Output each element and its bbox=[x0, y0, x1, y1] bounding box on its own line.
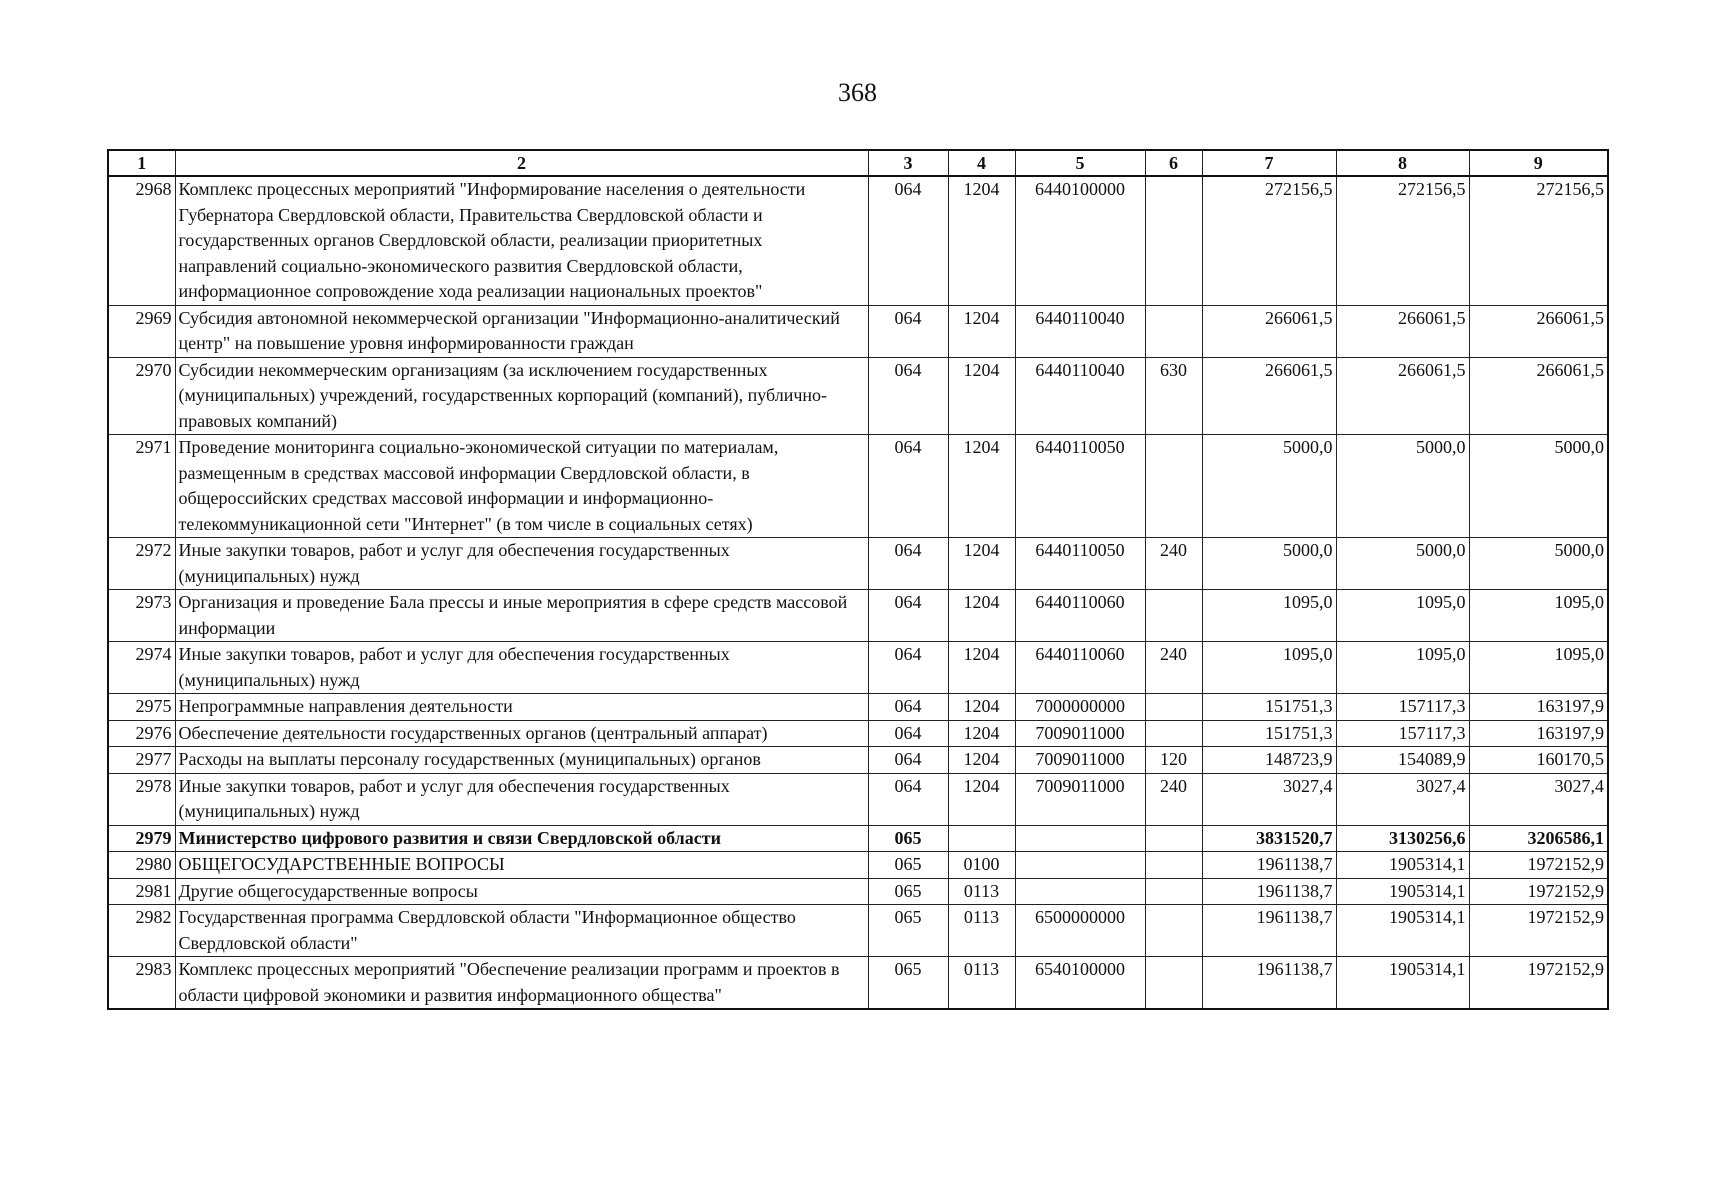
header-row bbox=[108, 150, 1608, 176]
col9-amount: 3027,4 bbox=[1469, 773, 1608, 825]
col9-amount: 1972152,9 bbox=[1469, 905, 1608, 957]
col7-amount: 1961138,7 bbox=[1202, 957, 1336, 1010]
col6-code: 240 bbox=[1145, 773, 1202, 825]
col4-code: 1204 bbox=[948, 694, 1015, 721]
col4-code: 0113 bbox=[948, 878, 1015, 905]
col5-code: 6440110050 bbox=[1015, 435, 1145, 538]
row-name: Комплекс процессных мероприятий "Информирование населения о деятельности Губернатора Свердловской области, Правительства Свердловской области и государственных органов Свердловской области, реализации приоритетных направлений социально-экономического развития Свердловской области, информационное сопровождение хода реализации национальных проектов" bbox=[175, 176, 868, 305]
col7-amount: 1095,0 bbox=[1202, 590, 1336, 642]
col9-amount: 163197,9 bbox=[1469, 694, 1608, 721]
row-name: Проведение мониторинга социально-экономической ситуации по материалам, размещенным в средствах массовой информации Свердловской области, в общероссийских средствах массовой информации и информационно-телекоммуникационной сети "Интернет" (в том числе в социальных сетях) bbox=[175, 435, 868, 538]
col4-code: 1204 bbox=[948, 176, 1015, 305]
col7-amount: 151751,3 bbox=[1202, 720, 1336, 747]
col7-amount: 266061,5 bbox=[1202, 305, 1336, 357]
col7-amount: 1961138,7 bbox=[1202, 905, 1336, 957]
col8-amount: 3027,4 bbox=[1336, 773, 1469, 825]
col3-code: 064 bbox=[868, 357, 948, 435]
row-number: 2983 bbox=[108, 957, 175, 1010]
col7-amount: 272156,5 bbox=[1202, 176, 1336, 305]
table-row bbox=[108, 590, 1608, 642]
row-name: Непрограммные направления деятельности bbox=[175, 694, 868, 721]
row-name: Расходы на выплаты персоналу государственных (муниципальных) органов bbox=[175, 747, 868, 774]
row-number: 2974 bbox=[108, 642, 175, 694]
col3-code: 064 bbox=[868, 773, 948, 825]
row-number: 2970 bbox=[108, 357, 175, 435]
col7-amount: 266061,5 bbox=[1202, 357, 1336, 435]
table-row bbox=[108, 642, 1608, 694]
col7-amount: 5000,0 bbox=[1202, 435, 1336, 538]
col8-amount: 1905314,1 bbox=[1336, 852, 1469, 879]
col8-amount: 266061,5 bbox=[1336, 305, 1469, 357]
col4-code: 0100 bbox=[948, 852, 1015, 879]
col8-amount: 266061,5 bbox=[1336, 357, 1469, 435]
row-number: 2979 bbox=[108, 825, 175, 852]
row-number: 2972 bbox=[108, 538, 175, 590]
col4-code: 1204 bbox=[948, 642, 1015, 694]
col5-code: 6440110040 bbox=[1015, 357, 1145, 435]
col3-code: 064 bbox=[868, 590, 948, 642]
row-name: Иные закупки товаров, работ и услуг для обеспечения государственных (муниципальных) нужд bbox=[175, 642, 868, 694]
row-number: 2981 bbox=[108, 878, 175, 905]
col4-code: 1204 bbox=[948, 720, 1015, 747]
table-body bbox=[108, 176, 1608, 1009]
row-name: Обеспечение деятельности государственных органов (центральный аппарат) bbox=[175, 720, 868, 747]
col4-code: 0113 bbox=[948, 957, 1015, 1010]
col9-amount: 1972152,9 bbox=[1469, 878, 1608, 905]
row-number: 2976 bbox=[108, 720, 175, 747]
row-number: 2968 bbox=[108, 176, 175, 305]
col5-code: 6440100000 bbox=[1015, 176, 1145, 305]
column-header: 5 bbox=[1015, 150, 1145, 176]
table-row bbox=[108, 538, 1608, 590]
col6-code: 240 bbox=[1145, 538, 1202, 590]
col9-amount: 5000,0 bbox=[1469, 435, 1608, 538]
col6-code bbox=[1145, 176, 1202, 305]
row-name: Организация и проведение Бала прессы и иные мероприятия в сфере средств массовой информации bbox=[175, 590, 868, 642]
column-header: 6 bbox=[1145, 150, 1202, 176]
col4-code: 1204 bbox=[948, 538, 1015, 590]
row-name: Иные закупки товаров, работ и услуг для обеспечения государственных (муниципальных) нужд bbox=[175, 538, 868, 590]
col6-code bbox=[1145, 852, 1202, 879]
col6-code bbox=[1145, 878, 1202, 905]
budget-table bbox=[107, 149, 1609, 1010]
col5-code: 6440110060 bbox=[1015, 590, 1145, 642]
column-header: 9 bbox=[1469, 150, 1608, 176]
col8-amount: 1905314,1 bbox=[1336, 957, 1469, 1010]
col8-amount: 5000,0 bbox=[1336, 538, 1469, 590]
row-number: 2973 bbox=[108, 590, 175, 642]
table-row bbox=[108, 720, 1608, 747]
col5-code: 6540100000 bbox=[1015, 957, 1145, 1010]
col3-code: 064 bbox=[868, 642, 948, 694]
col6-code bbox=[1145, 825, 1202, 852]
col3-code: 064 bbox=[868, 435, 948, 538]
column-header: 4 bbox=[948, 150, 1015, 176]
col5-code: 7009011000 bbox=[1015, 720, 1145, 747]
column-header: 7 bbox=[1202, 150, 1336, 176]
col8-amount: 5000,0 bbox=[1336, 435, 1469, 538]
column-header: 2 bbox=[175, 150, 868, 176]
row-number: 2975 bbox=[108, 694, 175, 721]
col3-code: 065 bbox=[868, 957, 948, 1010]
col9-amount: 1095,0 bbox=[1469, 642, 1608, 694]
table-row bbox=[108, 435, 1608, 538]
col9-amount: 3206586,1 bbox=[1469, 825, 1608, 852]
table-row bbox=[108, 825, 1608, 852]
row-name: Субсидии некоммерческим организациям (за исключением государственных (муниципальных) учреждений, государственных корпораций (компаний), публично-правовых компаний) bbox=[175, 357, 868, 435]
table-row bbox=[108, 852, 1608, 879]
col5-code bbox=[1015, 825, 1145, 852]
col4-code: 1204 bbox=[948, 435, 1015, 538]
col6-code bbox=[1145, 905, 1202, 957]
table-row bbox=[108, 305, 1608, 357]
col5-code bbox=[1015, 852, 1145, 879]
col5-code: 7009011000 bbox=[1015, 747, 1145, 774]
col3-code: 064 bbox=[868, 538, 948, 590]
col6-code bbox=[1145, 590, 1202, 642]
col9-amount: 1972152,9 bbox=[1469, 957, 1608, 1010]
col6-code: 120 bbox=[1145, 747, 1202, 774]
row-number: 2982 bbox=[108, 905, 175, 957]
col7-amount: 151751,3 bbox=[1202, 694, 1336, 721]
col8-amount: 3130256,6 bbox=[1336, 825, 1469, 852]
col6-code bbox=[1145, 720, 1202, 747]
row-name: Министерство цифрового развития и связи Свердловской области bbox=[175, 825, 868, 852]
col4-code: 0113 bbox=[948, 905, 1015, 957]
col7-amount: 5000,0 bbox=[1202, 538, 1336, 590]
table-row bbox=[108, 694, 1608, 721]
col7-amount: 1961138,7 bbox=[1202, 878, 1336, 905]
col4-code: 1204 bbox=[948, 773, 1015, 825]
col9-amount: 5000,0 bbox=[1469, 538, 1608, 590]
col4-code: 1204 bbox=[948, 747, 1015, 774]
table-row bbox=[108, 747, 1608, 774]
col3-code: 064 bbox=[868, 305, 948, 357]
table-row bbox=[108, 357, 1608, 435]
row-number: 2971 bbox=[108, 435, 175, 538]
col5-code: 6440110050 bbox=[1015, 538, 1145, 590]
col7-amount: 3831520,7 bbox=[1202, 825, 1336, 852]
col8-amount: 1905314,1 bbox=[1336, 905, 1469, 957]
col5-code: 6440110060 bbox=[1015, 642, 1145, 694]
table-row bbox=[108, 957, 1608, 1010]
col9-amount: 160170,5 bbox=[1469, 747, 1608, 774]
col4-code bbox=[948, 825, 1015, 852]
col7-amount: 3027,4 bbox=[1202, 773, 1336, 825]
row-number: 2977 bbox=[108, 747, 175, 774]
col8-amount: 1095,0 bbox=[1336, 590, 1469, 642]
table-row bbox=[108, 878, 1608, 905]
row-name: Комплекс процессных мероприятий "Обеспечение реализации программ и проектов в области цифровой экономики и развития информационного общества" bbox=[175, 957, 868, 1010]
col8-amount: 272156,5 bbox=[1336, 176, 1469, 305]
col9-amount: 163197,9 bbox=[1469, 720, 1608, 747]
col8-amount: 157117,3 bbox=[1336, 694, 1469, 721]
col9-amount: 272156,5 bbox=[1469, 176, 1608, 305]
col8-amount: 1095,0 bbox=[1336, 642, 1469, 694]
row-number: 2980 bbox=[108, 852, 175, 879]
col9-amount: 1972152,9 bbox=[1469, 852, 1608, 879]
page-number: 368 bbox=[838, 78, 877, 107]
col6-code bbox=[1145, 305, 1202, 357]
col3-code: 064 bbox=[868, 747, 948, 774]
col3-code: 064 bbox=[868, 694, 948, 721]
row-name: Субсидия автономной некоммерческой организации "Информационно-аналитический центр" на повышение уровня информированности граждан bbox=[175, 305, 868, 357]
col6-code: 630 bbox=[1145, 357, 1202, 435]
col8-amount: 154089,9 bbox=[1336, 747, 1469, 774]
table-row bbox=[108, 176, 1608, 305]
col4-code: 1204 bbox=[948, 590, 1015, 642]
col5-code: 6500000000 bbox=[1015, 905, 1145, 957]
table-row bbox=[108, 905, 1608, 957]
col8-amount: 1905314,1 bbox=[1336, 878, 1469, 905]
row-name: Другие общегосударственные вопросы bbox=[175, 878, 868, 905]
column-header: 8 bbox=[1336, 150, 1469, 176]
col7-amount: 1961138,7 bbox=[1202, 852, 1336, 879]
col6-code bbox=[1145, 435, 1202, 538]
col6-code bbox=[1145, 957, 1202, 1010]
col5-code: 7009011000 bbox=[1015, 773, 1145, 825]
col4-code: 1204 bbox=[948, 357, 1015, 435]
row-name: ОБЩЕГОСУДАРСТВЕННЫЕ ВОПРОСЫ bbox=[175, 852, 868, 879]
col4-code: 1204 bbox=[948, 305, 1015, 357]
col5-code bbox=[1015, 878, 1145, 905]
col7-amount: 148723,9 bbox=[1202, 747, 1336, 774]
col3-code: 065 bbox=[868, 878, 948, 905]
table-row bbox=[108, 773, 1608, 825]
col6-code: 240 bbox=[1145, 642, 1202, 694]
column-header: 3 bbox=[868, 150, 948, 176]
col3-code: 064 bbox=[868, 176, 948, 305]
col3-code: 064 bbox=[868, 720, 948, 747]
col3-code: 065 bbox=[868, 905, 948, 957]
col8-amount: 157117,3 bbox=[1336, 720, 1469, 747]
col5-code: 6440110040 bbox=[1015, 305, 1145, 357]
col9-amount: 1095,0 bbox=[1469, 590, 1608, 642]
row-name: Государственная программа Свердловской области "Информационное общество Свердловской области" bbox=[175, 905, 868, 957]
row-number: 2969 bbox=[108, 305, 175, 357]
col9-amount: 266061,5 bbox=[1469, 357, 1608, 435]
col7-amount: 1095,0 bbox=[1202, 642, 1336, 694]
column-header: 1 bbox=[108, 150, 175, 176]
row-name: Иные закупки товаров, работ и услуг для обеспечения государственных (муниципальных) нужд bbox=[175, 773, 868, 825]
col3-code: 065 bbox=[868, 825, 948, 852]
row-number: 2978 bbox=[108, 773, 175, 825]
col6-code bbox=[1145, 694, 1202, 721]
col5-code: 7000000000 bbox=[1015, 694, 1145, 721]
col3-code: 065 bbox=[868, 852, 948, 879]
col9-amount: 266061,5 bbox=[1469, 305, 1608, 357]
